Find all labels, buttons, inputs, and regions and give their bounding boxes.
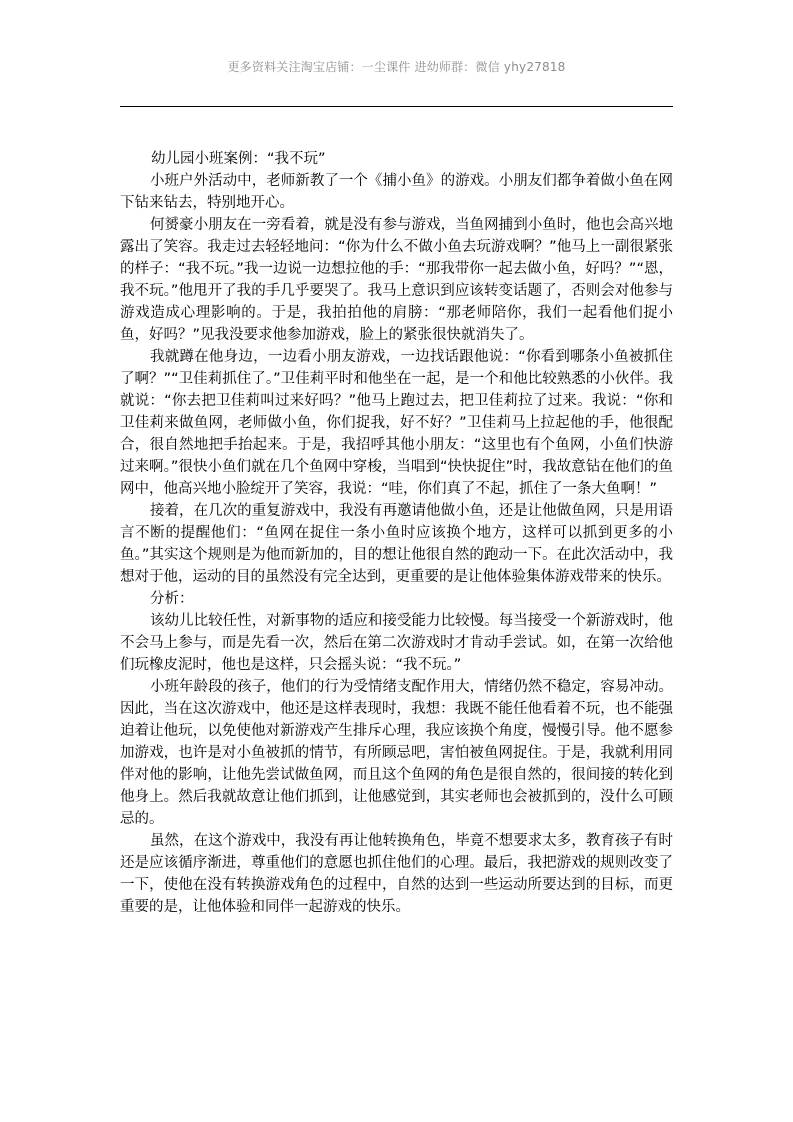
analysis-paragraph-3: 虽然，在这个游戏中，我没有再让他转换角色，毕竟不想要求太多，教育孩子有时还是应该循序渐进，尊重他们的意愿也抓住他们的心理。最后，我把游戏的规则改变了一下，使他在没有转换游戏角色的过程中，自然的达到一些运动所要达到的目标，而更重要的是，让他体验和同伴一起游戏的快乐。 — [120, 833, 673, 915]
story-paragraph-2: 何赟豪小朋友在一旁看着，就是没有参与游戏，当鱼网捕到小鱼时，他也会高兴地露出了笑容。我走过去轻轻地问：“你为什么不做小鱼去玩游戏啊？”他马上一副很紧张的样子：“我不玩。”我一边说一边想拉他的手：“那我带你一起去做小鱼，好吗？”“恩，我不玩。”他甩开了我的手几乎要哭了。我马上意识到应该转变话题了，否则会对他参与游戏造成心理影响的。于是，我拍拍他的肩膀：“那老师陪你，我们一起看他们捉小鱼，好吗？”见我没要求他参加游戏，脸上的紧张很快就消失了。 — [120, 217, 673, 343]
story-paragraph-1: 小班户外活动中，老师新教了一个《捕小鱼》的游戏。小朋友们都争着做小鱼在网下钻来钻去，特别地开心。 — [120, 173, 673, 211]
analysis-paragraph-2: 小班年龄段的孩子，他们的行为受情绪支配作用大，情绪仍然不稳定，容易冲动。因此，当在这次游戏中，他还是这样表现时，我想：我既不能任他看着不玩，也不能强迫着让他玩，以免使他对新游戏产生排斥心理，我应该换个角度，慢慢引导。他不愿参加游戏，也许是对小鱼被抓的情节，有所顾忌吧，害怕被鱼网捉住。于是，我就利用同伴对他的影响，让他先尝试做鱼网，而且这个鱼网的角色是很自然的，很间接的转化到他身上。然后我就故意让他们抓到，让他感觉到，其实老师也会被抓到的，没什么可顾忌的。 — [120, 679, 673, 827]
article-title: 幼儿园小班案例：“我不玩” — [151, 151, 326, 167]
analysis-paragraph-1: 该幼儿比较任性，对新事物的适应和接受能力比较慢。每当接受一个新游戏时，他不会马上参与，而是先看一次，然后在第二次游戏时才肯动手尝试。如，在第一次给他们玩橡皮泥时，他也是这样，只会摇头说：“我不玩。” — [120, 613, 673, 673]
story-paragraph-4: 接着，在几次的重复游戏中，我没有再邀请他做小鱼，还是让他做鱼网，只是用语言不断的提醒他们：“鱼网在捉住一条小鱼时应该换个地方，这样可以抓到更多的小鱼。”其实这个规则是为他而新加的，目的想让他很自然的跑动一下。在此次活动中，我想对于他，运动的目的虽然没有完全达到，更重要的是让他体验集体游戏带来的快乐。 — [120, 503, 673, 585]
page-header: 更多资料关注淘宝店铺：一尘课件 进幼师群：微信 yhy27818 — [227, 60, 566, 74]
story-paragraph-3: 我就蹲在他身边，一边看小朋友游戏，一边找话跟他说：“你看到哪条小鱼被抓住了啊？”“卫佳莉抓住了。”卫佳莉平时和他坐在一起，是一个和他比较熟悉的小伙伴。我就说：“你去把卫佳莉叫过来好吗？”他马上跑过去，把卫佳莉拉了过来。我说：“你和卫佳莉来做鱼网，老师做小鱼，你们捉我，好不好？”卫佳莉马上拉起他的手，他很配合，很自然地把手抬起来。于是，我招呼其他小朋友：“这里也有个鱼网，小鱼们快游过来啊。”很快小鱼们就在几个鱼网中穿梭，当唱到“快快捉住”时，我故意钻在他们的鱼网中，他高兴地小脸绽开了笑容，我说：“哇，你们真了不起，抓住了一条大鱼啊！” — [120, 349, 673, 497]
header-divider — [120, 106, 673, 107]
article-body — [120, 148, 673, 918]
analysis-heading: 分析： — [150, 591, 194, 607]
